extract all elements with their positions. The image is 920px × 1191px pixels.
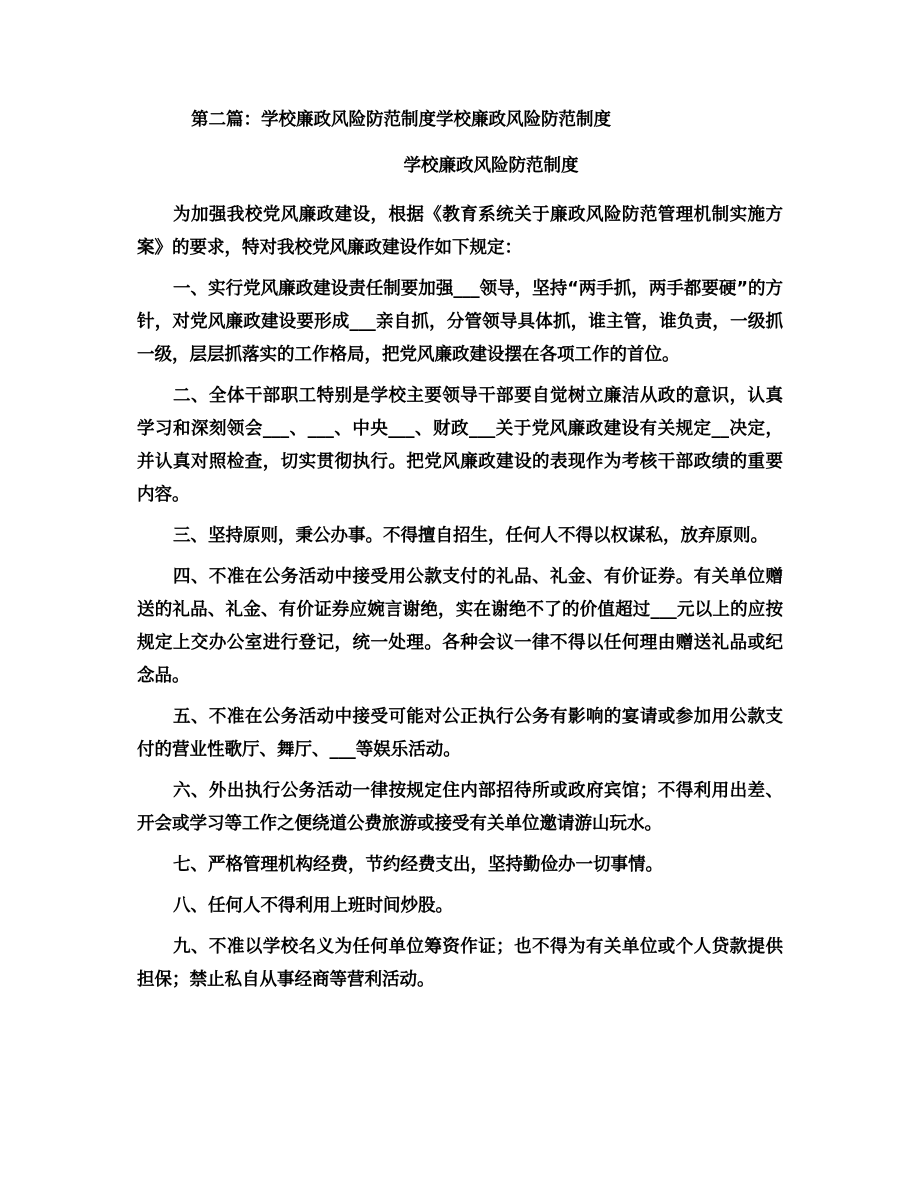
paragraph-item-2: 二、全体干部职工特别是学校主要领导干部要自觉树立廉洁从政的意识，认真学习和深刻领会___、___、中央___、财政___关于党风廉政建设有关规定__决定，并认真对照检查，切实贯彻执行。把党风廉政建设的表现作为考核干部政绩的重要内容。 [137,386,783,505]
paragraph-intro: 为加强我校党风廉政建设，根据《教育系统关于廉政风险防范管理机制实施方案》的要求，特对我校党风廉政建设作如下规定： [137,205,783,258]
paragraph-item-4: 四、不准在公务活动中接受用公款支付的礼品、礼金、有价证券。有关单位赠送的礼品、礼金、有价证券应婉言谢绝，实在谢绝不了的价值超过___元以上的应按规定上交办公室进行登记，统一处理。各种会议一律不得以任何理由赠送礼品或纪念品。 [137,567,783,686]
paragraph-item-6: 六、外出执行公务活动一律按规定住内部招待所或政府宾馆；不得利用出差、开会或学习等工作之便绕道公费旅游或接受有关单位邀请游山玩水。 [137,781,783,834]
document-body [137,199,783,1005]
paragraph-item-9: 九、不准以学校名义为任何单位筹资作证；也不得为有关单位或个人贷款提供担保；禁止私自从事经商等营利活动。 [137,937,783,990]
document-heading: 第二篇：学校廉政风险防范制度学校廉政风险防范制度 [191,110,611,130]
paragraph-item-7: 七、严格管理机构经费，节约经费支出，坚持勤俭办一切事情。 [173,855,663,875]
paragraph-item-5: 五、不准在公务活动中接受可能对公正执行公务有影响的宴请或参加用公款支付的营业性歌厅、舞厅、___等娱乐活动。 [137,707,783,760]
document-subtitle: 学校廉政风险防范制度 [403,156,579,176]
paragraph-item-3: 三、坚持原则，秉公办事。不得擅自招生，任何人不得以权谋私，放弃原则。 [173,526,768,546]
paragraph-item-8: 八、任何人不得利用上班时间炒股。 [173,896,453,916]
paragraph-item-1: 一、实行党风廉政建设责任制要加强___领导，坚持“两手抓，两手都要硬”的方针，对党风廉政建设要形成___亲自抓，分管领导具体抓，谁主管，谁负责，一级抓一级，层层抓落实的工作格局，把党风廉政建设摆在各项工作的首位。 [137,279,783,365]
